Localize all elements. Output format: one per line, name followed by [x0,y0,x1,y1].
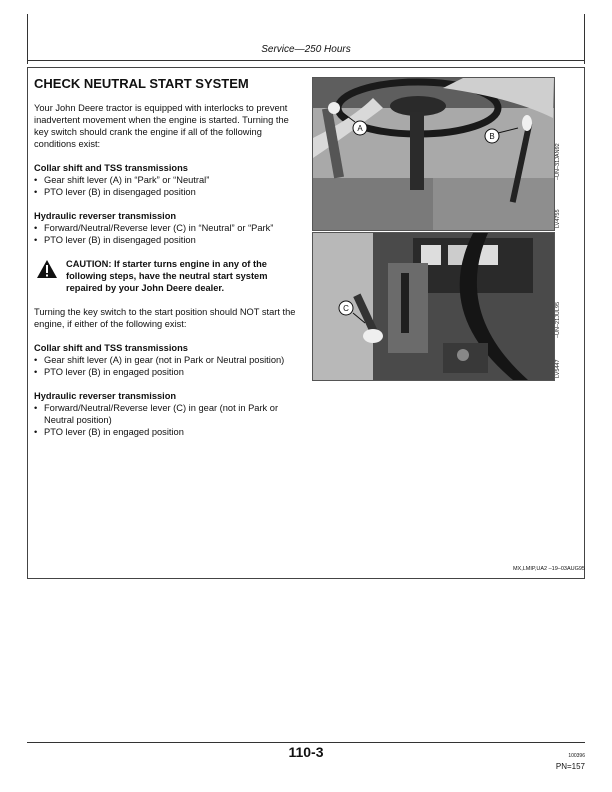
block2-heading: Hydraulic reverser transmission [34,211,177,221]
figure1-date-code: –UN–31JAN92 [555,143,561,180]
tractor-controls-photo-1 [312,77,555,231]
list-item: • Forward/Neutral/Reverse lever (C) in “Neutral” or “Park” [34,222,296,234]
list-item: • PTO lever (B) in disengaged position [34,186,296,198]
middle-paragraph: Turning the key switch to the start position should NOT start the engine, if either of the following exist: [34,307,296,329]
running-head: Service—250 Hours [261,44,351,55]
footer-rule [27,742,585,743]
caution-block [34,258,296,294]
list-item: • Gear shift lever (A) in gear (not in Park or Neutral position) [34,354,296,366]
block1-list [34,174,296,198]
block3-list [34,354,296,378]
tractor-controls-photo-2 [312,232,555,381]
callout-c: C [343,304,349,313]
section-title: CHECK NEUTRAL START SYSTEM [34,76,249,91]
page-number: 110-3 [288,744,324,760]
warning-triangle-icon [36,259,58,279]
block1-heading: Collar shift and TSS transmissions [34,163,188,173]
caution-text: CAUTION: If starter turns engine in any of the following steps, have the neutral start system repaired by your John Deere dealer. [66,259,268,293]
text-column [34,76,296,450]
callout-b: B [489,132,495,141]
list-item: • PTO lever (B) in engaged position [34,426,296,438]
list-item: • PTO lever (B) in engaged position [34,366,296,378]
header-rule [27,60,585,61]
intro-paragraph: Your John Deere tractor is equipped with interlocks to prevent inadvertent movement when the engine is started. Turning the key switch should crank the engine if all of the following conditions exist: [34,103,289,149]
callout-a: A [357,124,363,133]
content-box [27,67,585,579]
block4-heading: Hydraulic reverser transmission [34,391,177,401]
block3-heading: Collar shift and TSS transmissions [34,343,188,353]
figure2-date-code: –UN–21JUL95 [555,301,561,338]
footer-pn: PN=157 [555,762,585,771]
block4-list [34,402,296,438]
list-item: • Gear shift lever (A) in “Park” or “Neutral” [34,174,296,186]
footer-date: 100396 [568,753,585,759]
header-rule-right [584,14,585,64]
block2-list [34,222,296,246]
list-item: • PTO lever (B) in disengaged position [34,234,296,246]
list-item: • Forward/Neutral/Reverse lever (C) in gear (not in Park or Neutral position) [34,402,296,426]
figure2-image-code: LV5447 [555,359,561,378]
figure1-image-code: LV4755 [555,209,561,228]
document-code: MX,LMIP,UA2 –19–03AUG95 [512,566,585,572]
header-rule-left [27,14,28,64]
